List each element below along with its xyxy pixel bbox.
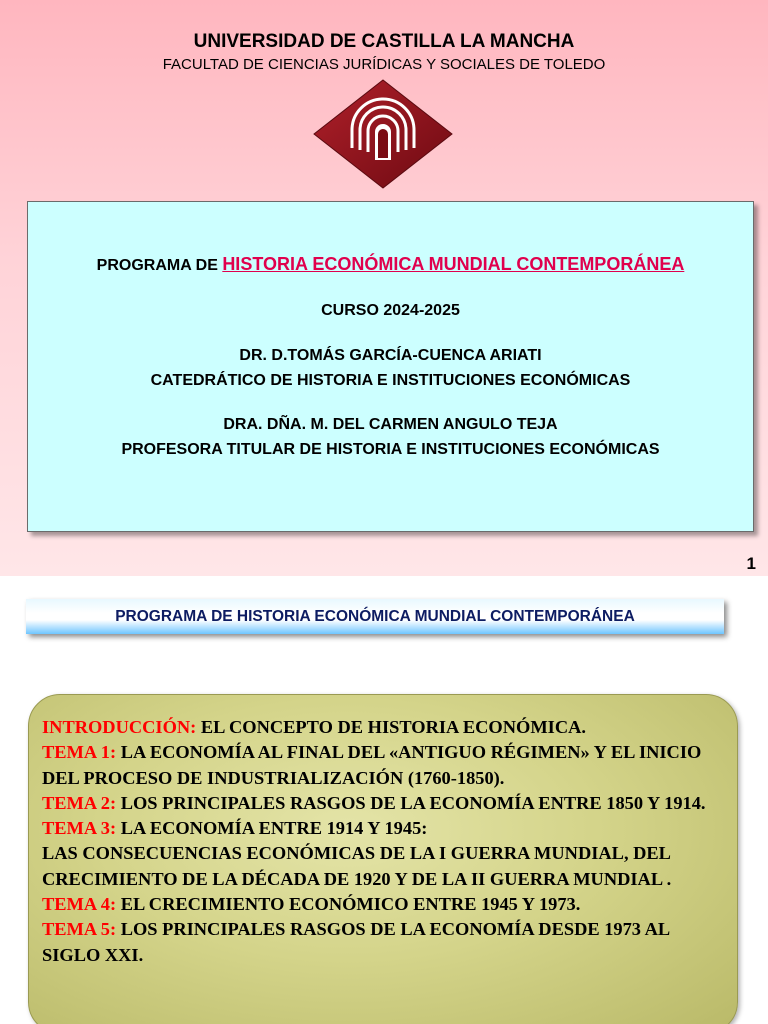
course-year: CURSO 2024-2025 [321, 302, 460, 319]
topic-item [42, 892, 722, 917]
topic-item [42, 715, 722, 740]
program-prefix: PROGRAMA DE [96, 257, 218, 274]
topic-item [42, 740, 722, 791]
course-info-box [27, 201, 754, 532]
faculty-subtitle: FACULTAD DE CIENCIAS JURÍDICAS Y SOCIALES DE TOLEDO [162, 56, 606, 73]
topic-text: LA ECONOMÍA ENTRE 1914 Y 1945: [120, 818, 428, 839]
topic-text: EL CRECIMIENTO ECONÓMICO ENTRE 1945 Y 1973. [120, 894, 581, 915]
professor-1-name: DR. D.TOMÁS GARCÍA-CUENCA ARIATI [239, 347, 542, 364]
topic-label: TEMA 3: [42, 818, 117, 839]
page-number: 1 [746, 554, 756, 573]
university-title: UNIVERSIDAD DE CASTILLA LA MANCHA [193, 31, 575, 52]
program-banner: PROGRAMA DE HISTORIA ECONÓMICA MUNDIAL CONTEMPORÁNEA [26, 599, 724, 634]
topic-label: TEMA 1: [42, 742, 117, 763]
topic-text: LOS PRINCIPALES RASGOS DE LA ECONOMÍA DESDE 1973 AL SIGLO XXI. [42, 919, 670, 965]
topic-text: EL CONCEPTO DE HISTORIA ECONÓMICA. [200, 717, 586, 737]
topic-label: INTRODUCCIÓN: [42, 717, 197, 737]
topic-label: TEMA 5: [42, 919, 117, 940]
program-title: HISTORIA ECONÓMICA MUNDIAL CONTEMPORÁNEA [222, 254, 685, 274]
topic-item [42, 917, 722, 968]
uclm-logo-icon [312, 78, 454, 190]
professor-2-title: PROFESORA TITULAR DE HISTORIA E INSTITUCIONES ECONÓMICAS [121, 441, 660, 458]
program-heading [28, 254, 753, 275]
professor-1-title: CATEDRÁTICO DE HISTORIA E INSTITUCIONES ECONÓMICAS [150, 372, 631, 389]
topic-item [42, 816, 722, 841]
topics-list [42, 715, 722, 968]
professor-2-name: DRA. DÑA. M. DEL CARMEN ANGULO TEJA [223, 416, 558, 433]
topics-box [28, 694, 738, 1024]
topic-item-detail: LAS CONSECUENCIAS ECONÓMICAS DE LA I GUERRA MUNDIAL, DEL CRECIMIENTO DE LA DÉCADA DE 1920 Y DE LA II GUERRA MUNDIAL . [42, 843, 672, 889]
topic-text: LA ECONOMÍA AL FINAL DEL «ANTIGUO RÉGIMEN» Y EL INICIO DEL PROCESO DE INDUSTRIALIZACIÓN (1760-1850). [42, 742, 702, 788]
topic-text: LOS PRINCIPALES RASGOS DE LA ECONOMÍA ENTRE 1850 Y 1914. [120, 792, 706, 813]
topic-item [42, 791, 722, 816]
topic-label: TEMA 2: [42, 792, 117, 813]
topic-label: TEMA 4: [42, 894, 117, 915]
